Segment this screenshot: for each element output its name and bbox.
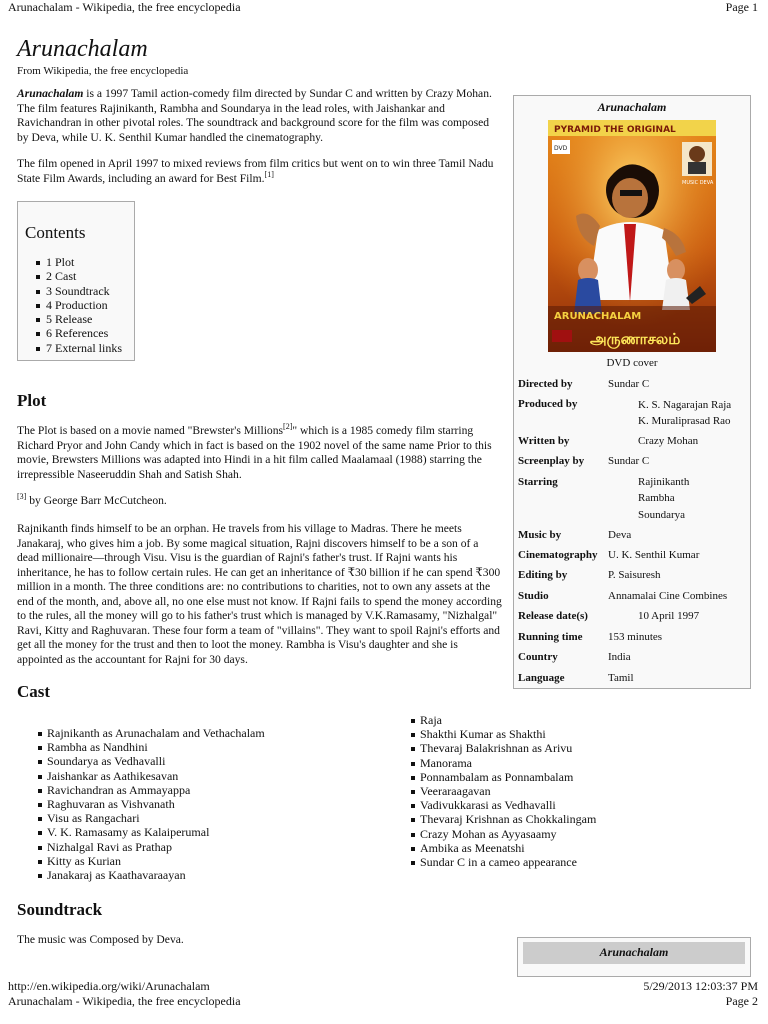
infobox-value: P. Saisuresh: [608, 569, 661, 581]
poster-title-tamil: அருணாசலம்: [590, 330, 681, 348]
cast-item[interactable]: Soundarya as Vedhavalli: [38, 754, 265, 768]
infobox-value[interactable]: Rambha: [638, 492, 675, 504]
infobox-label: Release date(s): [518, 610, 588, 622]
infobox-label: Cinematography: [518, 549, 598, 561]
cast-item[interactable]: Ponnambalam as Ponnambalam: [411, 770, 596, 784]
infobox-label: Produced by: [518, 398, 578, 410]
cast-item[interactable]: V. K. Ramasamy as Kalaiperumal: [38, 825, 265, 839]
print-header-title: Arunachalam - Wikipedia, the free encyclopedia: [8, 0, 241, 14]
cast-item[interactable]: Nizhalgal Ravi as Prathap: [38, 840, 265, 854]
cast-item[interactable]: Raja: [411, 713, 596, 727]
infobox-label: Country: [518, 651, 558, 663]
infobox-label: Starring: [518, 476, 558, 488]
infobox-label: Studio: [518, 590, 549, 602]
infobox-caption: Arunachalam: [597, 100, 667, 114]
infobox-value[interactable]: Rajinikanth: [638, 476, 690, 488]
section-heading-soundtrack: Soundtrack: [17, 900, 103, 919]
dvd-cover-image[interactable]: [548, 120, 716, 352]
print-header-page2: Page 2: [725, 994, 758, 1008]
infobox-value: Annamalai Cine Combines: [608, 590, 728, 602]
cast-item[interactable]: Vadivukkarasi as Vedhavalli: [411, 798, 596, 812]
toc-list: [36, 255, 122, 355]
infobox-value[interactable]: Deva: [608, 529, 632, 541]
toc-item-external-links[interactable]: 7 External links: [36, 341, 122, 355]
reference-link-1[interactable]: [1]: [264, 169, 274, 179]
intro-text: is a 1997 Tamil action-comedy film directed by Sundar C and written by Crazy Mohan. The film features Rajinikanth, Rambha and Soundarya in the lead roles, with Jaishankar and Ravichandran in other pivotal roles. The soundtrack and background score for the film was composed by Deva, while U. K. Senthil Kumar handled the cinematography.: [17, 87, 492, 144]
cast-item[interactable]: Crazy Mohan as Ayyasaamy: [411, 827, 596, 841]
infobox-value[interactable]: India: [608, 651, 631, 663]
table-of-contents: [17, 201, 135, 361]
cast-item[interactable]: Thevaraj Krishnan as Chokkalingam: [411, 812, 596, 826]
infobox-value[interactable]: Tamil: [608, 672, 634, 684]
dvd-cover-illustration: [548, 120, 716, 352]
page-subtitle: From Wikipedia, the free encyclopedia: [17, 65, 189, 77]
plot-p2-text: by George Barr McCutcheon.: [26, 494, 167, 507]
soundtrack-infobox-caption: Arunachalam: [523, 942, 745, 964]
infobox-label: Editing by: [518, 569, 568, 581]
cast-item[interactable]: Rambha as Nandhini: [38, 740, 265, 754]
cast-item[interactable]: Ravichandran as Ammayappa: [38, 783, 265, 797]
cast-item[interactable]: Jaishankar as Aathikesavan: [38, 769, 265, 783]
plot-p1-text-a: The Plot is based on a movie named "Brewster's Millions: [17, 424, 284, 437]
intro-paragraph-2: [17, 157, 503, 186]
print-header-title-page2: Arunachalam - Wikipedia, the free encyclopedia: [8, 994, 241, 1008]
toc-item-production[interactable]: 4 Production: [36, 298, 122, 312]
toc-title: Contents: [25, 223, 86, 242]
toc-item-references[interactable]: 6 References: [36, 326, 122, 340]
poster-title-latin: ARUNACHALAM: [554, 311, 642, 322]
plot-paragraph-1: [17, 424, 503, 482]
infobox-value[interactable]: Soundarya: [638, 509, 686, 521]
cast-item[interactable]: Ambika as Meenatshi: [411, 841, 596, 855]
poster-dvd-logo: DVD: [554, 145, 568, 152]
infobox: [513, 95, 751, 689]
section-heading-cast: Cast: [17, 682, 51, 701]
infobox-value: 153 minutes: [608, 631, 663, 643]
cast-item[interactable]: Sundar C in a cameo appearance: [411, 855, 596, 869]
cast-item[interactable]: Rajnikanth as Arunachalam and Vethachalam: [38, 726, 265, 740]
poster-top-text: PYRAMID THE ORIGINAL: [554, 125, 676, 135]
print-header-page: Page 1: [725, 0, 758, 14]
toc-item-plot[interactable]: 1 Plot: [36, 255, 122, 269]
reference-link-3[interactable]: [3]: [17, 492, 27, 502]
cast-item[interactable]: Janakaraj as Kaathavaraayan: [38, 868, 265, 882]
print-footer-url[interactable]: http://en.wikipedia.org/wiki/Arunachalam: [8, 979, 210, 993]
infobox-label: Directed by: [518, 378, 573, 390]
section-heading-plot: Plot: [17, 391, 47, 410]
infobox-label: Running time: [518, 631, 583, 643]
infobox-value[interactable]: U. K. Senthil Kumar: [608, 549, 700, 561]
intro-paragraph: [17, 87, 503, 145]
page-title: Arunachalam: [17, 36, 148, 62]
cast-item[interactable]: Shakthi Kumar as Shakthi: [411, 727, 596, 741]
infobox-label: Music by: [518, 529, 562, 541]
soundtrack-infobox: [517, 937, 751, 977]
infobox-image-caption: DVD cover: [606, 357, 658, 369]
cast-item[interactable]: Veeraraagavan: [411, 784, 596, 798]
plot-paragraph-3: Rajnikanth finds himself to be an orphan. He travels from his village to Madras. There he meets Janakaraj, who gives him a job. By some magical situation, Rajni discovers himself to be a son of a dead millionaire—through Visu. Visu is the guardian of Rajni's father's trust. If Rajni wants his inheritance, he has to follow certain rules. He can get an inheritance of ₹30 billion if he can spend ₹300 million in a month. The three conditions are: no contributions to charities, not to own any assets at the end of the month, and, above all, no one else must not know. If Rajni fails to spend the money according to the rules, all the money will go to his father's trust which is managed by V.K.Ramasamy, "Nizhalgal" Ravi, Kitty and Raghuvaran. These four form a team of "villains". They want to spoil Rajni's efforts and get all the money for the trust and then to loot the money. Rambha is Visu's daughter and she is appointed as the accountant for Rajni for 30 days.: [17, 522, 502, 666]
cast-item[interactable]: Visu as Rangachari: [38, 811, 265, 825]
plot-paragraph-2: [17, 494, 503, 509]
intro-bold-title: Arunachalam: [17, 87, 84, 100]
toc-item-cast[interactable]: 2 Cast: [36, 269, 122, 283]
infobox-value[interactable]: Sundar C: [608, 378, 650, 390]
soundtrack-text: The music was Composed by Deva.: [17, 933, 184, 946]
cast-item[interactable]: Kitty as Kurian: [38, 854, 265, 868]
print-footer-datetime: 5/29/2013 12:03:37 PM: [643, 979, 758, 993]
intro2-text: The film opened in April 1997 to mixed reviews from film critics but went on to win three Tamil Nadu State Film Awards, including an award for Best Film.: [17, 157, 494, 185]
cast-list-right: [411, 713, 596, 869]
cast-item[interactable]: Manorama: [411, 756, 596, 770]
infobox-value: K. S. Nagarajan Raja: [638, 399, 732, 411]
infobox-label: Language: [518, 672, 565, 684]
poster-music-credit: MUSIC DEVA: [682, 180, 714, 186]
reference-link-2[interactable]: [2]: [283, 422, 293, 432]
toc-item-soundtrack[interactable]: 3 Soundtrack: [36, 284, 122, 298]
cast-item[interactable]: Thevaraj Balakrishnan as Arivu: [411, 741, 596, 755]
infobox-value: 10 April 1997: [638, 610, 700, 622]
cast-list-left: [38, 726, 265, 882]
infobox-label: Screenplay by: [518, 455, 585, 467]
toc-item-release[interactable]: 5 Release: [36, 312, 122, 326]
infobox-label: Written by: [518, 435, 570, 447]
cast-item[interactable]: Raghuvaran as Vishvanath: [38, 797, 265, 811]
infobox-value[interactable]: Sundar C: [608, 455, 650, 467]
plot-p1-text-b: " which is a 1985 comedy film starring Richard Pryor and John Candy which in fact is based on the 1902 novel of the same name Prior to this movie, Brewsters Millions was adapted into Hindi in a hit film called Maalamaal (1988) starring the irrepressible Naseeruddin Shah and Satish Shah.: [17, 424, 492, 481]
infobox-value: K. Muraliprasad Rao: [638, 415, 731, 427]
infobox-value[interactable]: Crazy Mohan: [638, 435, 699, 447]
